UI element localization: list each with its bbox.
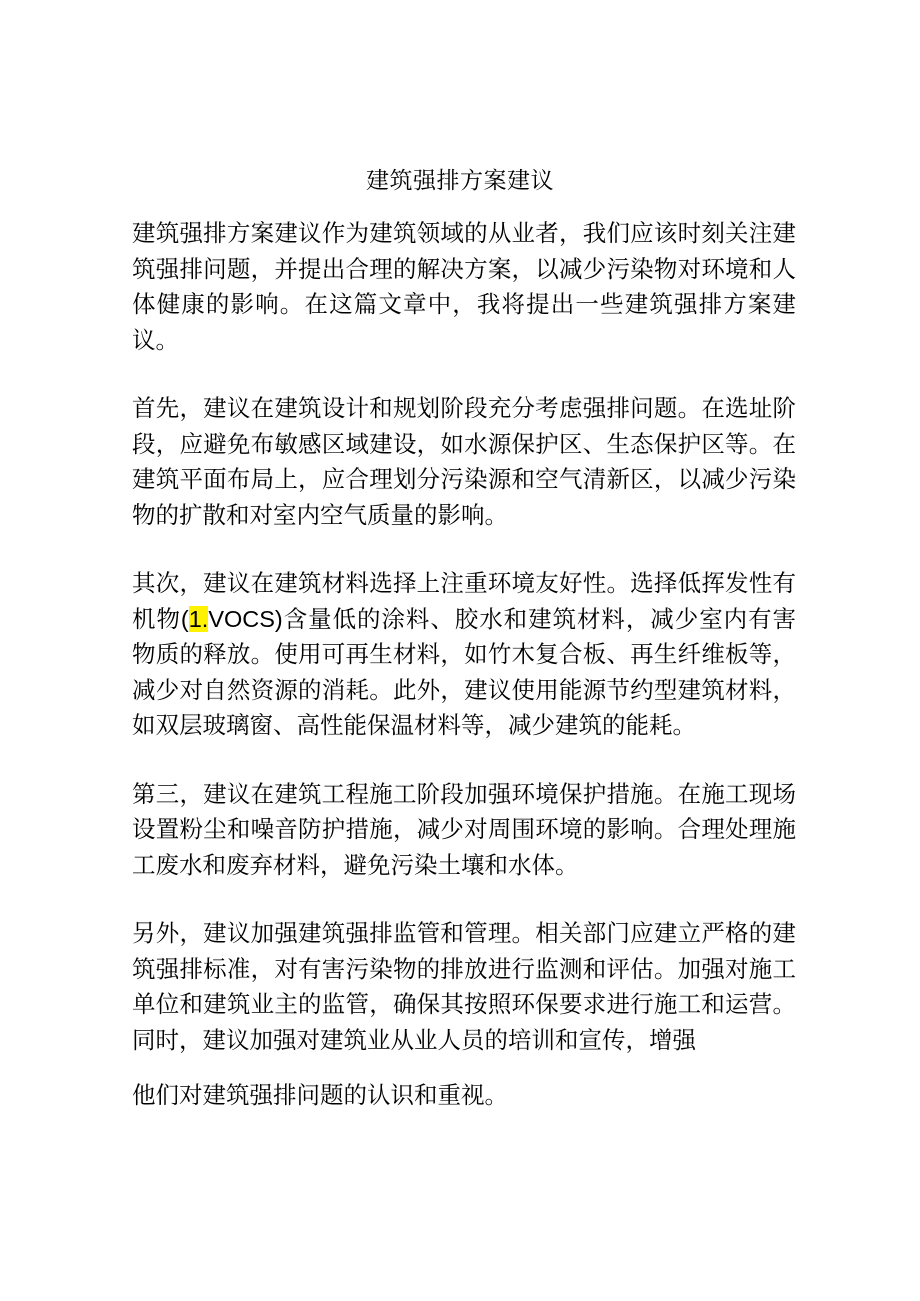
paragraph-closing: 他们对建筑强排问题的认识和重视。 bbox=[132, 1081, 508, 1109]
highlighted-text: 1. bbox=[188, 605, 209, 632]
paragraph-intro: 建筑强排方案建议作为建筑领域的从业者，我们应该时刻关注建筑强排问题，并提出合理的解决方案，以减少污染物对环境和人体健康的影响。在这篇文章中，我将提出一些建筑强排方案建议。 bbox=[132, 219, 796, 354]
materials-text-before: 其次，建议在建筑材料选择上注重环境友好性。选择低挥发性有机物 bbox=[132, 569, 796, 633]
paragraph-planning: 首先，建议在建筑设计和规划阶段充分考虑强排问题。在选址阶段，应避免布敏感区域建设，如水源保护区、生态保护区等。在建筑平面布局上，应合理划分污染源和空气清新区，以减少污染物的扩散和对室内空气质量的影响。 bbox=[132, 394, 796, 529]
materials-text-after: 含量低的涂料、胶水和建筑材料，减少室内有害物质的释放。使用可再生材料，如竹木复合板、再生纤维板等，减少对自然资源的消耗。此外，建议使用能源节约型建筑材料，如双层玻璃窗、高性能保温材料等，减少建筑的能耗。 bbox=[132, 604, 797, 739]
document-body bbox=[132, 216, 796, 1114]
paragraph-construction: 第三，建议在建筑工程施工阶段加强环境保护措施。在施工现场设置粉尘和噪音防护措施，减少对周围环境的影响。合理处理施工废水和废弃材料，避免污染土壤和水体。 bbox=[132, 779, 796, 879]
vocs-text: VOCS) bbox=[208, 605, 283, 632]
paren-open: ( bbox=[180, 605, 189, 632]
paragraph-materials bbox=[132, 566, 796, 744]
document-title: 建筑强排方案建议 bbox=[366, 168, 554, 194]
paragraph-supervision: 另外，建议加强建筑强排监管和管理。相关部门应建立严格的建筑强排标准，对有害污染物的排放进行监测和评估。加强对施工单位和建筑业主的监管，确保其按照环保要求进行施工和运营。同时，建议加强对建筑业从业人员的培训和宣传，增强 bbox=[132, 919, 796, 1054]
